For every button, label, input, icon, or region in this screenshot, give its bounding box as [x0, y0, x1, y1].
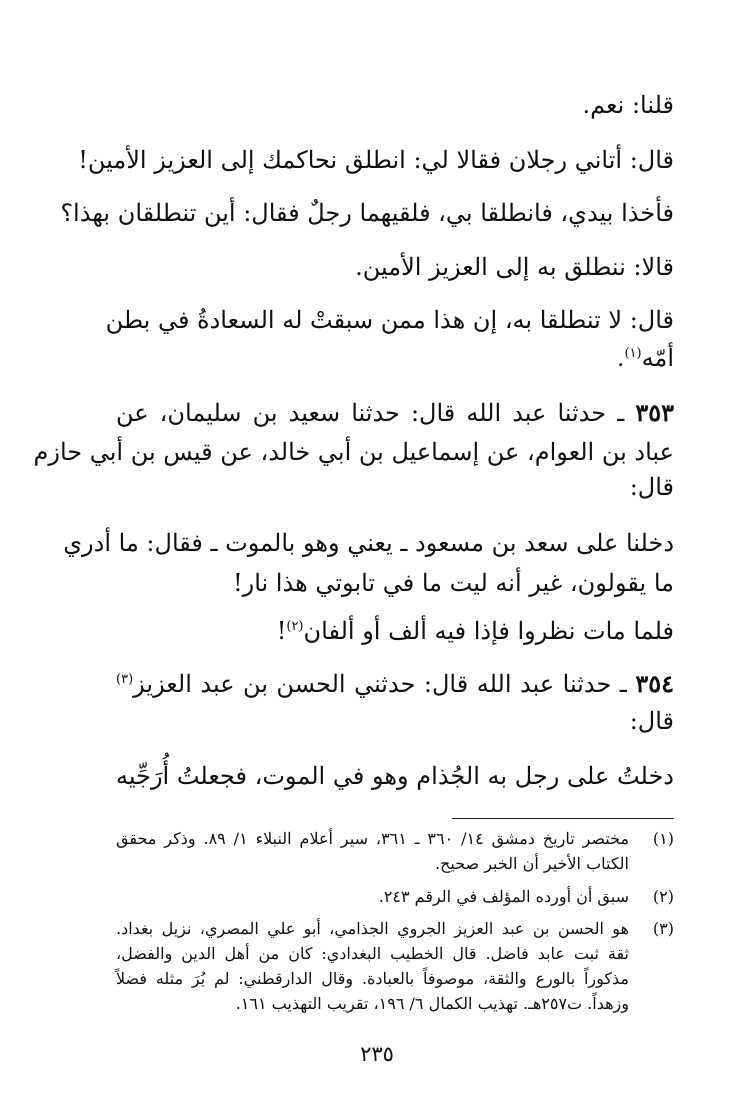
hadith-number: ٣٥٣	[635, 398, 674, 427]
footnote-line: مذكوراً بالورع والثقة، موصوفاً بالعبادة. وقال الدارقطني: لم يُرَ مثله فضلاً	[116, 969, 629, 988]
footnote-line: ثقة ثبت عابد فاضل. قال الخطيب البغدادي: كان من أهل الدين والفضل،	[116, 944, 630, 963]
text-line: قال: لا تنطلقا به، إن هذا ممن سبقتْ له السعادةُ في بطن	[105, 306, 674, 334]
footnote-ref: (١)	[624, 346, 642, 361]
text-fragment: حدثنا عبد الله قال: حدثني الحسن بن عبد العزيز	[133, 670, 612, 698]
footnote-ref: (٣)	[116, 672, 134, 687]
footnote-number: (٢)	[652, 887, 674, 906]
text-line: ما يقولون، غير أنه ليت ما في تابوتي هذا نار!	[232, 569, 674, 597]
footnote	[116, 826, 674, 876]
text-line	[116, 341, 674, 375]
text-line: عباد بن العوام، عن إسماعيل بن أبي خالد، عن قيس بن أبي حازم	[33, 438, 674, 466]
hadith-353-first-line	[116, 396, 674, 430]
footnote	[116, 884, 674, 909]
footnote-separator	[452, 818, 674, 819]
footnote	[116, 916, 674, 1016]
footnote-line: وزهداً. ت٢٥٧هـ. تهذيب الكمال ٦/ ١٩٦، تقريب التهذيب ١٦١.	[235, 994, 629, 1013]
text-line: قال: أتاني رجلان فقالا لي: انطلق نحاكمك إلى العزيز الأمين!	[78, 146, 674, 174]
footnote-ref: (٢)	[286, 619, 304, 634]
text-line: دخلتُ على رجل به الجُذام وهو في الموت، فجعلتُ أُرَجِّيه	[116, 762, 674, 790]
text-fragment: فلما مات نظروا فإذا فيه ألف أو ألفان	[303, 617, 674, 645]
footnote-line: الكتاب الأخير أن الخبر صحيح.	[434, 854, 629, 873]
dash: ـ	[619, 670, 627, 698]
text-line	[116, 614, 674, 648]
text-line: قالا: ننطلق به إلى العزيز الأمين.	[355, 253, 674, 281]
text-fragment: أمّه	[641, 344, 674, 372]
footnote-line: مختصر تاريخ دمشق ١٤/ ٣٦٠ ـ ٣٦١، سير أعلام النبلاء ١/ ٨٩. وذكر محقق	[116, 829, 629, 848]
footnote-line: سبق أن أورده المؤلف في الرقم ٢٤٣.	[378, 887, 629, 906]
footnote-number: (١)	[652, 829, 674, 848]
text-fragment: حدثنا عبد الله قال: حدثنا سعيد بن سليمان، عن	[116, 399, 607, 427]
page-number: ٢٣٥	[360, 1042, 394, 1066]
text-line: فأخذا بيدي، فانطلقا بي، فلقيهما رجلٌ فقال: أين تنطلقان بهذا؟	[60, 199, 674, 227]
text-line: دخلنا على سعد بن مسعود ـ يعني وهو بالموت ـ فقال: ما أدري	[63, 529, 674, 557]
dash: ـ	[617, 399, 625, 427]
footnote-number: (٣)	[652, 919, 674, 938]
period-mark: .	[616, 344, 625, 372]
hadith-354-first-line	[116, 667, 674, 701]
exclamation-mark: !	[276, 617, 287, 645]
text-line: قال:	[629, 707, 674, 735]
hadith-number: ٣٥٤	[635, 669, 674, 698]
text-line: قلنا: نعم.	[582, 91, 674, 119]
text-line: قال:	[629, 473, 674, 501]
footnote-line: هو الحسن بن عبد العزيز الجروي الجذامي، أبو علي المصري، نزيل بغداد.	[116, 919, 629, 938]
